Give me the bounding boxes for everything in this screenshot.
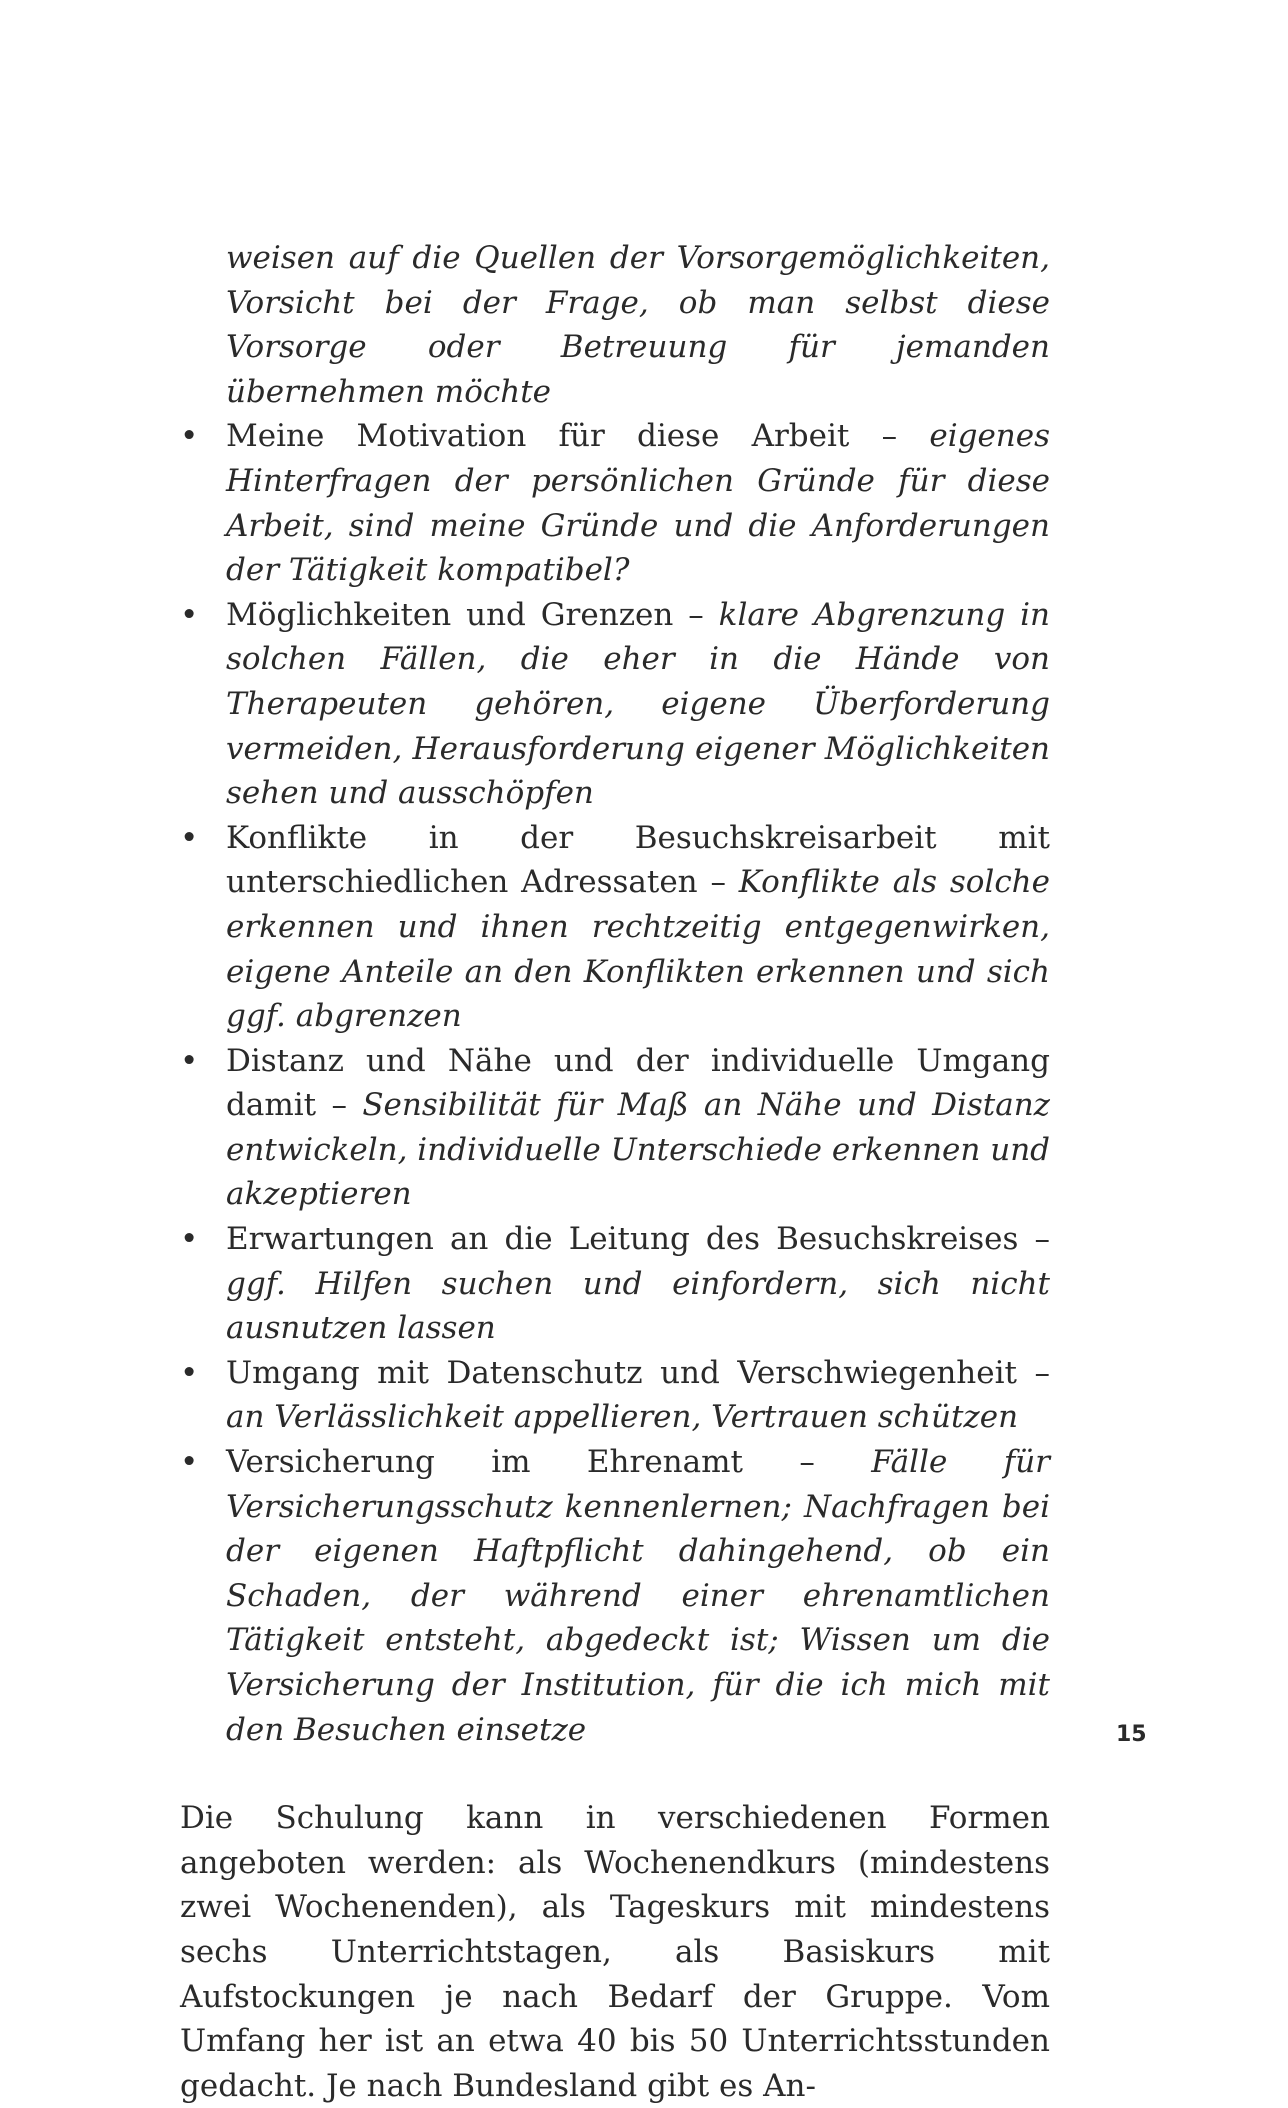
topic-title: Meine Motivation für diese Arbeit	[226, 418, 850, 455]
topic-separator: –	[881, 418, 898, 455]
list-item	[180, 1440, 1050, 1752]
topic-title: Umgang mit Datenschutz und Verschwiegenheit	[226, 1354, 1017, 1391]
topic-title: Konflikte in der Besuchskreisarbeit mit unterschiedlichen Adressaten	[226, 819, 1050, 901]
list-item	[180, 593, 1050, 816]
topic-separator: –	[1034, 1354, 1050, 1391]
topic-separator: –	[688, 596, 704, 633]
intro-continuation: weisen auf die Quellen der Vorsorgemöglichkeiten, Vorsicht bei der Frage, ob man selbst diese Vorsorge oder Betreuung für jemanden übernehmen möchte	[226, 240, 1050, 410]
list-item	[180, 1217, 1050, 1351]
list-item	[180, 816, 1050, 1039]
bullet-icon: •	[180, 1042, 199, 1079]
bullet-icon: •	[180, 418, 199, 455]
topic-description: Konflikte als solche erkennen und ihnen rechtzeitig entgegenwirken, eigene Anteile an den Konflikten erkennen und sich ggf. abgrenzen	[226, 864, 1050, 1035]
bullet-icon: •	[180, 1444, 199, 1481]
page-number: 15	[1116, 1722, 1147, 1747]
topic-description: Fälle für Versicherungsschutz kennenlernen; Nachfragen bei der eigenen Haftpflicht dahingehend, ob ein Schaden, der während einer ehrenamtlichen Tätigkeit entsteht, abgedeckt ist; Wissen um die Versicherung der Institution, für die ich mich mit den Besuchen einsetze	[226, 1444, 1050, 1748]
topic-title: Erwartungen an die Leitung des Besuchskreises	[226, 1221, 1019, 1258]
topic-title: Möglichkeiten und Grenzen	[226, 596, 674, 633]
topic-separator: –	[799, 1444, 815, 1481]
bullet-icon: •	[180, 1221, 199, 1258]
topic-description: klare Abgrenzung in solchen Fällen, die eher in die Hände von Therapeuten gehören, eigene Überforderung vermeiden, Herausforderung eigener Möglichkeiten sehen und ausschöpfen	[226, 596, 1050, 812]
topic-description: eigenes Hinterfragen der persönlichen Gründe für diese Arbeit, sind meine Gründe und die Anforderungen der Tätigkeit kompatibel?	[226, 418, 1051, 589]
bullet-icon: •	[180, 596, 199, 633]
topic-separator: –	[1034, 1221, 1051, 1258]
list-item	[180, 1351, 1050, 1440]
topic-separator: –	[710, 864, 726, 901]
topic-description: ggf. Hilfen suchen und einfordern, sich nicht ausnutzen lassen	[226, 1265, 1050, 1347]
topic-list	[180, 414, 1050, 1752]
topic-description: Sensibilität für Maß an Nähe und Distanz entwickeln, individuelle Unterschiede erkennen und akzeptieren	[226, 1087, 1051, 1213]
list-item	[180, 1039, 1050, 1217]
topic-description: an Verlässlichkeit appellieren, Vertrauen schützen	[226, 1399, 1019, 1436]
bullet-icon: •	[180, 819, 199, 856]
body-paragraph: Die Schulung kann in verschiedenen Formen angeboten werden: als Wochenendkurs (mindestens zwei Wochenenden), als Tageskurs mit mindestens sechs Unterrichtstagen, als Basiskurs mit Aufstockungen je nach Bedarf der Gruppe. Vom Umfang her ist an etwa 40 bis 50 Unterrichtsstunden gedacht. Je nach Bundesland gibt es An-	[180, 1800, 1050, 2104]
topic-title: Distanz und Nähe und der individuelle Umgang damit	[226, 1042, 1050, 1124]
list-item	[180, 414, 1050, 592]
bullet-icon: •	[180, 1354, 199, 1391]
text-column	[180, 236, 1050, 2108]
topic-separator: –	[331, 1087, 347, 1124]
topic-title: Versicherung im Ehrenamt	[226, 1444, 743, 1481]
